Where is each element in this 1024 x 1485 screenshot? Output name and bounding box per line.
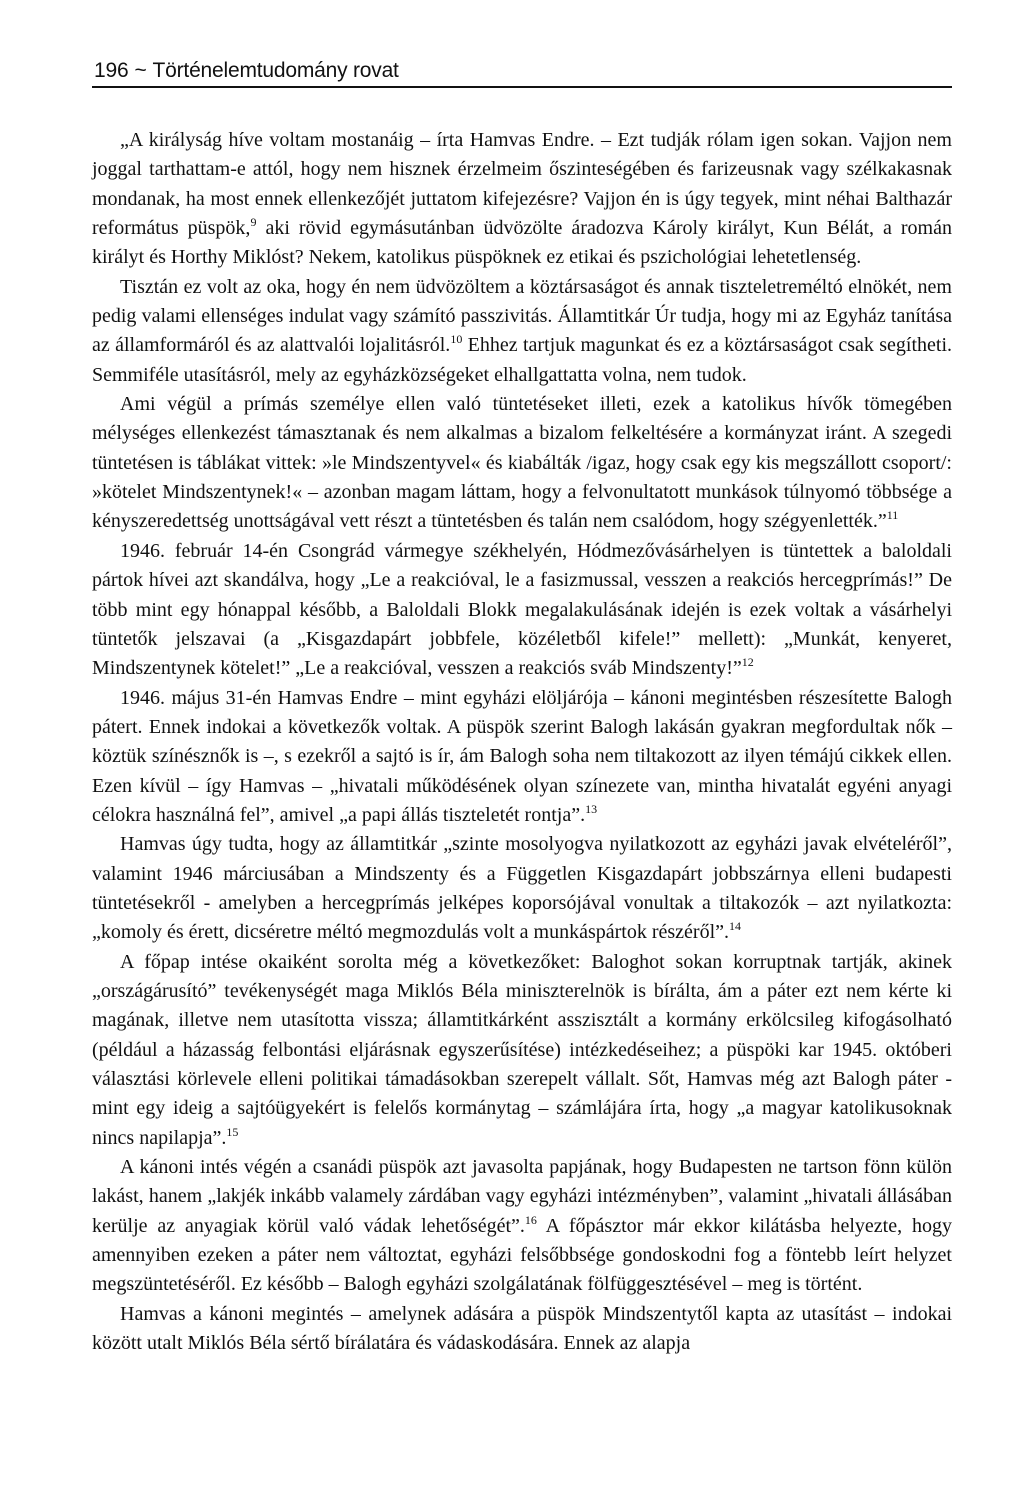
header-separator: ~ [134,59,147,82]
footnote-marker: 16 [524,1212,537,1227]
footnote-marker: 15 [226,1124,239,1139]
paragraph-text: 1946. február 14-én Csongrád vármegye székhelyén, Hódmezővásárhelyen is tüntettek a baloldali pártok hívei azt skandálva, hogy „Le a reakcióval, le a fasizmussal, vesszen a reakciós hercegprímás!” De több mint egy hónappal később, a Baloldali Blokk megalakulásának idején is ezek voltak a vásárhelyi tüntetők jelszavai (a „Kisgazdapárt jobbfele, közéletből kifele!” mellett): „Munkát, kenyeret, Mindszentynek kötelet!” „Le a reakcióval, vesszen a reakciós sváb Mindszenty!” [92,539,952,680]
paragraph [92,126,952,273]
paragraph [92,1300,952,1359]
paragraph [92,273,952,390]
paragraph-text: A kánoni intés végén a csanádi püspök azt javasolta papjának, hogy Budapesten ne tartson fönn külön lakást, hanem „lakjék inkább valamely zárdában vagy egyházi intézményben”, valamint „hivatali állásában kerülje az anyagiak körül való vádak lehetőségét”. [92,1156,952,1237]
paragraph-text: A főpap intése okaiként sorolta még a következőket: Baloghot sokan korruptnak tartják, akinek „országárusító” tevékenységét maga Miklós Béla miniszterelnök is bírálta, ám a páter ezt nem kérte ki magának, illetve nem utasította vissza; államtitkárként asszisztált a kormány erkölcsileg kifogásolható (például a házasság felbontási eljárásnak egyszerűsítése) intézkedéseihez; a püspöki kar 1945. októberi választási körlevele elleni politikai támadásokban szerepelt vállalt. Sőt, Hamvas még azt Balogh páter - mint egy ideig a sajtóügyekért is felelős kormánytag – számlájára írta, hogy „a magyar katolikusoknak nincs napilapja”. [92,950,952,1149]
footnote-marker: 11 [886,508,899,523]
paragraph [92,684,952,831]
paragraph-text: Ami végül a prímás személye ellen való tüntetéseket illeti, ezek a katolikus hívők tömegében mélységes ellenkezést támasztanak és nem alkalmas a bizalom felkeltésére a kormányzat iránt. A szegedi tüntetésen is táblákat vittek: »le Mindszentyvel« és kiabálták /igaz, hogy csak egy kis megszállott csoport/: »kötelet Mindszentynek!« – azonban magam láttam, hogy a felvonultatott munkások túlnyomó többsége a kényszeredettség unottságával vett részt a tüntetésben és talán nem csalódom, hogy szégyenlették.” [92,393,952,533]
paragraph [92,948,952,1153]
paragraph-text: Hamvas úgy tudta, hogy az államtitkár „szinte mosolyogva nyilatkozott az egyházi javak elvételéről”, valamint 1946 márciusában a Mindszenty és a Független Kisgazdapárt jobbszárnya elleni budapesti tüntetésekről - amelyben a hercegprímás jelképes koporsójával vonultak a tiltakozók – azt nyilatkozta: „komoly és érett, dicséretre méltó megmozdulás volt a munkáspártok részéről”. [92,833,952,944]
footnote-marker: 9 [250,215,257,230]
paragraph-text: Tisztán ez volt az oka, hogy én nem üdvözöltem a köztársaságot és annak tiszteletreméltó elnökét, nem pedig valami ellenséges indulat vagy számító passzivitás. Államtitkár Úr tudja, hogy mi az Egyház tanítása az államformáról és az alattvalói lojalitásról. [92,275,952,357]
page [92,58,952,1358]
header-rule [92,86,952,88]
footnote-marker: 10 [450,332,463,347]
paragraph-text: Ehhez tartjuk magunkat és ez a köztársaságot csak segítheti. Semmiféle utasításról, mely az egyházközségeket elhallgattatta volna, nem tudok. [92,334,953,386]
footnote-marker: 14 [729,919,742,934]
paragraph-text: 1946. május 31-én Hamvas Endre – mint egyházi elöljárója – kánoni megintésben részesítette Balogh pátert. Ennek indokai a következők voltak. A püspök szerint Balogh lakásán gyakran megfordultak nők – köztük színésznők is –, s ezekről a sajtó is ír, ám Balogh soha nem tiltakozott az ilyen témájú cikkek ellen. Ezen kívül – így Hamvas – „hivatali működésének olyan színezete van, mintha hivatalát egyéni anyagi célokra használná fel”, amivel „a papi állás tiszteletét rontja”. [92,686,952,826]
paragraph [92,390,952,537]
footnote-marker: 12 [741,655,754,670]
paragraph [92,1153,952,1300]
paragraph-text: Hamvas a kánoni megintés – amelynek adására a püspök Mindszentytől kapta az utasítást – indokai között utalt Miklós Béla sértő bírálatára és vádaskodására. Ennek az alapja [92,1302,952,1355]
page-number: 196 [94,59,129,82]
footnote-marker: 13 [585,801,598,816]
running-header [92,58,952,84]
section-title: Történelemtudomány rovat [152,59,399,82]
paragraph-text: „A királyság híve voltam mostanáig – írta Hamvas Endre. – Ezt tudják rólam igen sokan. Vajjon nem joggal tarthattam-e attól, hogy nem hisznek érzelmeim őszinteségében és farizeusnak vagy szélkakasnak mondanak, ha most ennek ellenkezőjét juttatom kifejezésre? Vajjon én is úgy tegyek, mint néhai Balthazár református püspök, [92,129,952,240]
article-body [92,126,952,1358]
paragraph [92,830,952,947]
paragraph [92,537,952,684]
paragraph-text: A főpásztor már ekkor kilátásba helyezte, hogy amennyiben ezeken a páter nem változtat, egyházi felsőbbsége gondoskodni fog a föntebb leírt helyzet megszüntetéséről. Ez később – Balogh egyházi szolgálatának fölfüggesztésével – meg is történt. [92,1214,952,1296]
paragraph-text: aki rövid egymásutánban üdvözölte áradozva Károly királyt, Kun Bélát, a román királyt és Horthy Miklóst? Nekem, katolikus püspöknek ez etikai és pszichológiai lehetetlenség. [92,217,952,269]
